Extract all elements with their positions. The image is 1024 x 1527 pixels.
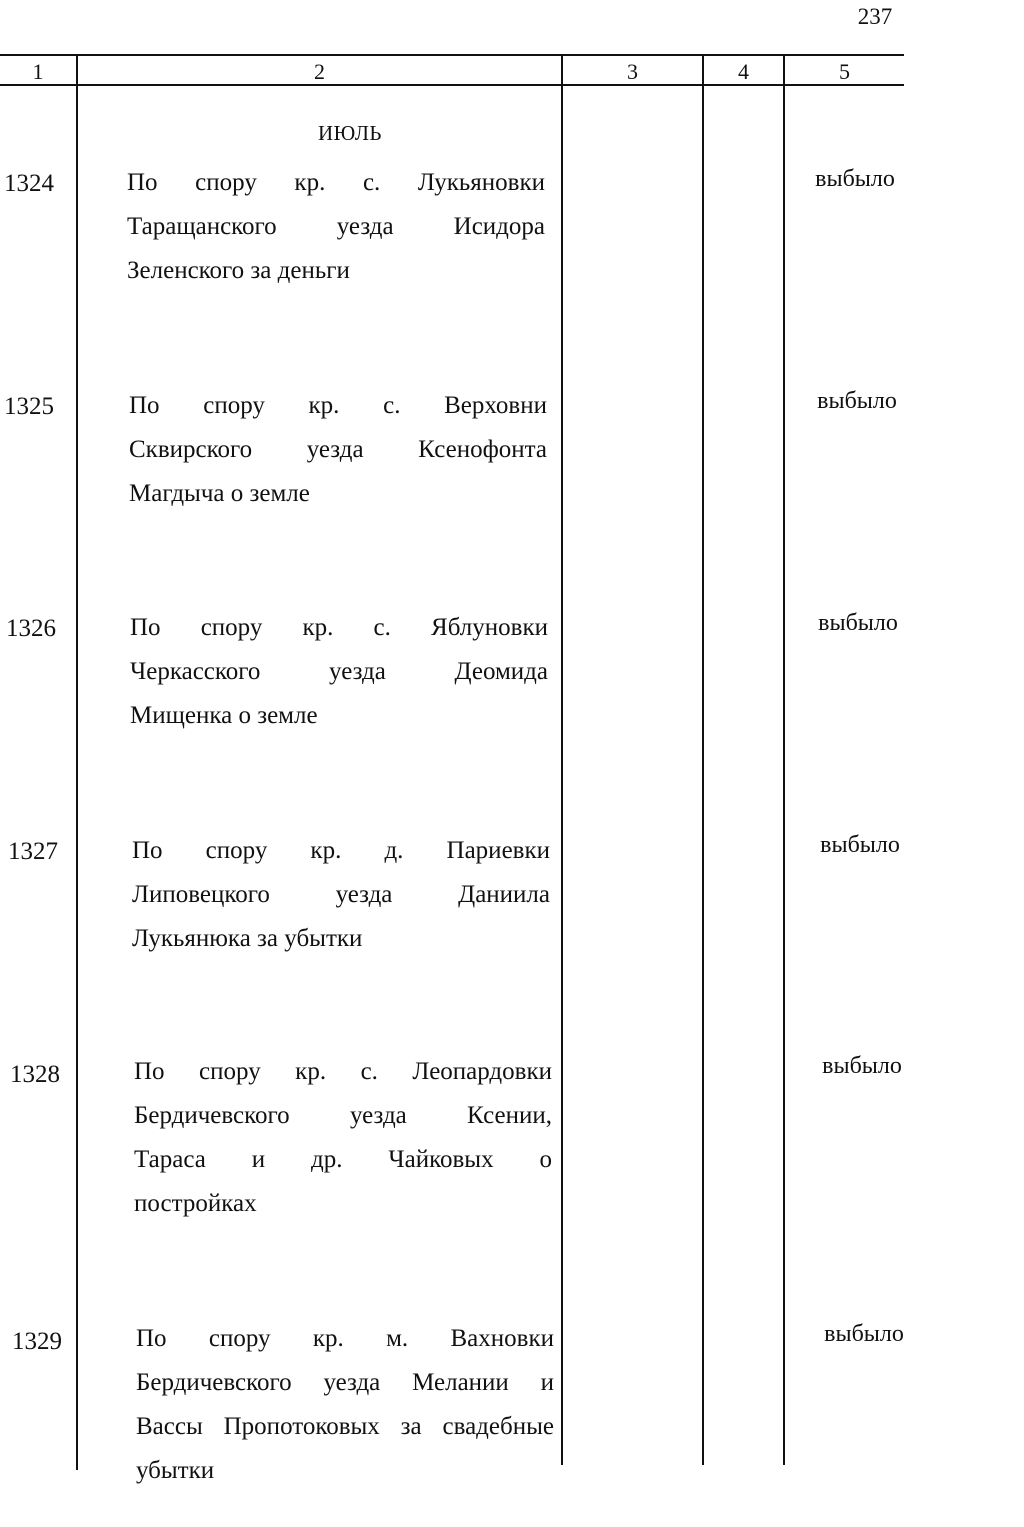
description-line: Вассы Пропотоковых за свадебные bbox=[136, 1413, 554, 1440]
description-line: По спору кр. с. Яблуновки bbox=[130, 614, 548, 641]
column-divider-2 bbox=[561, 54, 563, 1465]
column-header-2: 2 bbox=[314, 59, 325, 84]
description-line: По спору кр. м. Вахновки bbox=[136, 1325, 554, 1352]
month-heading: ИЮЛЬ bbox=[317, 121, 382, 145]
entry-status: выбыло bbox=[820, 832, 900, 858]
description-line: По спору кр. с. Верховни bbox=[129, 392, 547, 419]
entry-description bbox=[130, 606, 548, 738]
entry-description bbox=[132, 829, 550, 961]
column-header-4: 4 bbox=[738, 59, 749, 84]
column-divider-1 bbox=[76, 54, 78, 1470]
entry-status: выбыло bbox=[822, 1053, 902, 1079]
table-top-border bbox=[0, 54, 904, 56]
column-header-1: 1 bbox=[32, 59, 44, 84]
entry-number: 1328 bbox=[10, 1061, 60, 1088]
description-line: По спору кр. с. Леопардовки bbox=[134, 1058, 552, 1085]
description-line: Липовецкого уезда Даниила bbox=[132, 881, 550, 908]
entry-number: 1325 bbox=[4, 393, 54, 420]
entry-description bbox=[129, 384, 547, 516]
entry-number: 1324 bbox=[4, 170, 54, 197]
description-line: постройках bbox=[134, 1190, 257, 1217]
column-header-5: 5 bbox=[839, 59, 850, 84]
entry-number: 1327 bbox=[8, 838, 58, 865]
entry-description bbox=[134, 1050, 552, 1226]
entry-status: выбыло bbox=[818, 610, 898, 636]
description-line: Магдыча о земле bbox=[129, 480, 310, 507]
header-bottom-border bbox=[0, 84, 904, 86]
description-line: По спору кр. д. Париевки bbox=[132, 837, 550, 864]
entry-description bbox=[127, 161, 545, 293]
column-header-3: 3 bbox=[627, 59, 638, 84]
description-line: По спору кр. с. Лукьяновки bbox=[127, 169, 545, 196]
description-line: Черкасского уезда Деомида bbox=[130, 658, 548, 685]
description-line: Зеленского за деньги bbox=[127, 257, 350, 284]
description-line: Бердичевского уезда Ксении, bbox=[134, 1102, 552, 1129]
entry-status: выбыло bbox=[815, 166, 895, 192]
entry-status: выбыло bbox=[824, 1321, 904, 1347]
column-divider-4 bbox=[783, 54, 785, 1465]
column-divider-3 bbox=[702, 54, 704, 1465]
description-line: Мищенка о земле bbox=[130, 702, 318, 729]
entry-description bbox=[136, 1317, 554, 1493]
entry-number: 1329 bbox=[12, 1328, 62, 1355]
entry-status: выбыло bbox=[817, 388, 897, 414]
page-number: 237 bbox=[857, 4, 893, 29]
description-line: Тараса и др. Чайковых о bbox=[134, 1146, 552, 1173]
description-line: Сквирского уезда Ксенофонта bbox=[129, 436, 547, 463]
entry-number: 1326 bbox=[6, 615, 56, 642]
description-line: Бердичевского уезда Мелании и bbox=[136, 1369, 554, 1396]
description-line: Лукьянюка за убытки bbox=[132, 925, 363, 952]
description-line: Таращанского уезда Исидора bbox=[127, 213, 545, 240]
description-line: убытки bbox=[136, 1457, 215, 1484]
